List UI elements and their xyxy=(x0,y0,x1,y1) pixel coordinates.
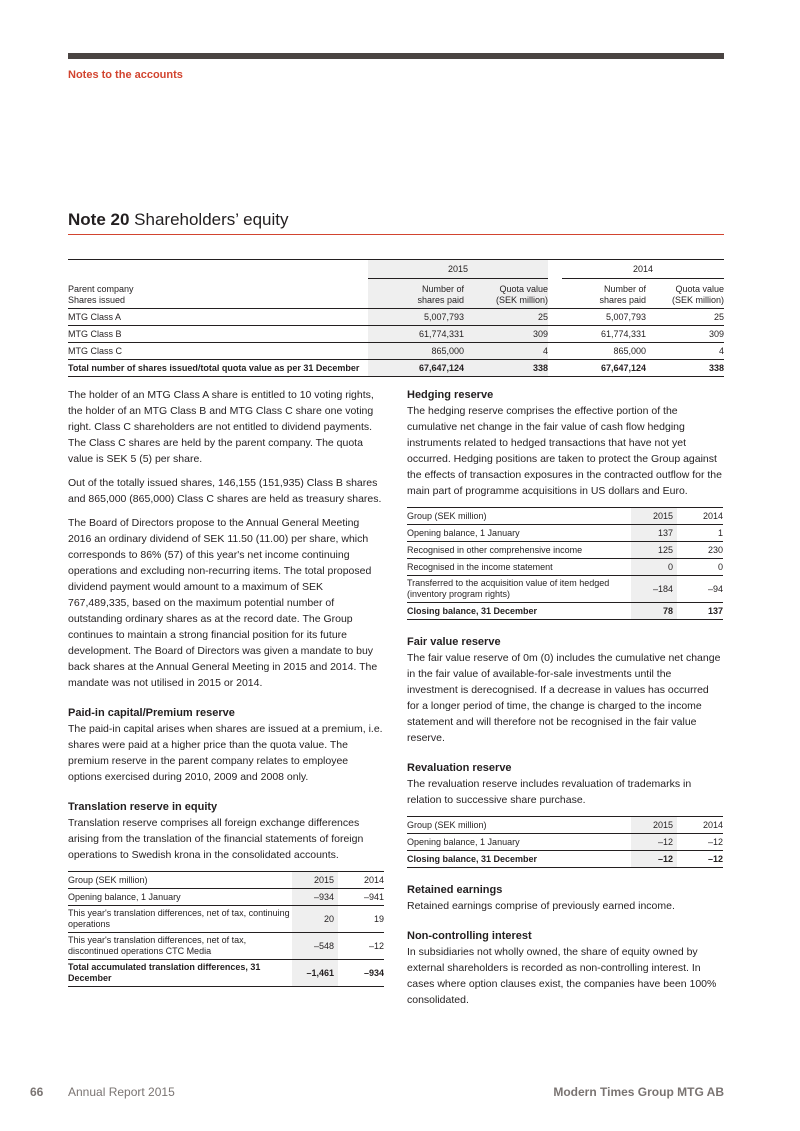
heading-non-controlling-interest: Non-controlling interest xyxy=(407,930,532,942)
year-2014: 2014 xyxy=(562,260,724,279)
heading-translation-reserve: Translation reserve in equity xyxy=(68,801,218,813)
paragraph-paid-in-capital: The paid-in capital arises when shares are issued at a premium, i.e. shares were paid at a higher price than the quota value. The premium reserve in the parent company relates to employee options exercised during 2010, 2009 and 2008 only. xyxy=(68,723,383,783)
table-row: MTG Class C 865,000 4 865,000 4 xyxy=(68,343,724,360)
heading-hedging-reserve: Hedging reserve xyxy=(407,389,494,401)
table-row: This year's translation differences, net of tax, discontinued operations CTC Media –548 –12 xyxy=(68,933,384,960)
table-row: Opening balance, 1 January –12 –12 xyxy=(407,834,723,851)
year-2015: 2015 xyxy=(368,260,548,279)
total-row: Closing balance, 31 December 78 137 xyxy=(407,603,723,620)
shares-row-label-header: Parent company Shares issued xyxy=(68,284,134,305)
table-row: Opening balance, 1 January –934 –941 xyxy=(68,889,384,906)
paragraph-revaluation-reserve: The revaluation reserve includes revaluation of trademarks in relation to successive share purchase. xyxy=(407,778,692,806)
table-row: Recognised in the income statement 0 0 xyxy=(407,559,723,576)
heading-fair-value-reserve: Fair value reserve xyxy=(407,636,501,648)
heading-retained-earnings: Retained earnings xyxy=(407,884,503,896)
right-column xyxy=(407,387,723,1016)
table-row: This year's translation differences, net of tax, continuing operations 20 19 xyxy=(68,906,384,933)
total-row: Closing balance, 31 December –12 –12 xyxy=(407,851,723,868)
table-row: Recognised in other comprehensive income 125 230 xyxy=(407,542,723,559)
paragraph-non-controlling-interest: In subsidiaries not wholly owned, the share of equity owned by external shareholders is recorded as non-controlling interest. In cases where option clauses exist, the companies have been 100% consolidated. xyxy=(407,946,717,1006)
table-row: MTG Class B 61,774,331 309 61,774,331 309 xyxy=(68,326,724,343)
top-rule xyxy=(68,53,724,59)
col-shares-2015: Number of shares paid xyxy=(368,279,464,309)
col-quota-2014: Quota value (SEK million) xyxy=(671,284,724,305)
paragraph-retained-earnings: Retained earnings comprise of previously earned income. xyxy=(407,900,675,912)
table-row: MTG Class A 5,007,793 25 5,007,793 25 xyxy=(68,309,724,326)
heading-paid-in-capital: Paid-in capital/Premium reserve xyxy=(68,707,235,719)
hedging-table: Group (SEK million) 2015 2014 Opening balance, 1 January 137 1 Recognised in other comprehensive income 125 230 Recognised in the income statement 0 0 Transferred to the acquisition value of item hedged (inventory program rights) –184 –94 Closing balance, 31 December 78 137 xyxy=(407,507,723,620)
section-label: Notes to the accounts xyxy=(68,69,183,81)
shares-table xyxy=(68,259,724,377)
translation-table: Group (SEK million) 2015 2014 Opening balance, 1 January –934 –941 This year's translation differences, net of tax, continuing operations 20 19 This year's translation differences, net of tax, discontinued operations CTC Media –548 –12 Total accumulated translation differences, 31 December –1,461 –934 xyxy=(68,871,384,987)
paragraph-fair-value-reserve: The fair value reserve of 0m (0) includes the cumulative net change in the fair value of available-for-sale investments until the investment is derecognised. If a decrease in values has occurred for a longer period of time, the change is charged to the income statement and will therefore not be recognised in the fair value reserve. xyxy=(407,652,721,744)
note-number: Note 20 xyxy=(68,210,130,229)
col-quota-2015: Quota value (SEK million) xyxy=(464,279,548,309)
paragraph-voting-rights: The holder of an MTG Class A share is entitled to 10 voting rights, the holder of an MTG Class B and MTG Class C share one voting right. Class C shareholders are not entitled to dividend payments. The Class C shares are held by the parent company. The quota value is SEK 5 (5) per share. xyxy=(68,389,374,465)
revaluation-table: Group (SEK million) 2015 2014 Opening balance, 1 January –12 –12 Closing balance, 31 December –12 –12 xyxy=(407,816,723,868)
title-rule xyxy=(68,234,724,235)
table-row: Opening balance, 1 January 137 1 xyxy=(407,525,723,542)
table-row: Transferred to the acquisition value of item hedged (inventory program rights) –184 –94 xyxy=(407,576,723,603)
left-column xyxy=(68,387,384,995)
total-row: Total number of shares issued/total quota value as per 31 December 67,647,124 338 67,647,124 338 xyxy=(68,360,724,377)
paragraph-hedging-reserve: The hedging reserve comprises the effective portion of the cumulative net change in the fair value of cash flow hedging instruments related to hedged transactions that have not yet occurred. Hedging positions are taken to protect the Group against the effects of transaction exposures in the contracted outflow for the main part of programme acquisitions in US dollars and Euro. xyxy=(407,405,722,497)
paragraph-treasury-shares: Out of the totally issued shares, 146,155 (151,935) Class B shares and 865,000 (865,000) Class C shares are held as treasury shares. xyxy=(68,477,382,505)
page-number: 66 xyxy=(30,1085,44,1099)
total-row: Total accumulated translation differences, 31 December –1,461 –934 xyxy=(68,960,384,987)
page-title xyxy=(68,210,289,230)
heading-revaluation-reserve: Revaluation reserve xyxy=(407,762,512,774)
col-shares-2014: Number of shares paid xyxy=(599,284,646,305)
paragraph-dividend: The Board of Directors propose to the Annual General Meeting 2016 an ordinary dividend of SEK 11.50 (11.00) per share, which corresponds to 86% (57) of this year's net income continuing operations and excluding non-recurring items. The total proposed dividend payment would amount to a maximum of SEK 767,489,335, based on the maximum potential number of outstanding ordinary shares as at the record date. The Group continues to maintain a strong financial position for its future development. The Board of Directors was given a mandate to buy back shares at the Annual General Meeting in 2015 and 2014. The mandate was not utilised in 2015 or 2014. xyxy=(68,517,378,689)
note-title-text: Shareholders’ equity xyxy=(134,210,289,229)
company-name: Modern Times Group MTG AB xyxy=(553,1085,724,1099)
report-name: Annual Report 2015 xyxy=(68,1085,175,1099)
paragraph-translation-reserve: Translation reserve comprises all foreign exchange differences arising from the translation of the financial statements of foreign operations to Swedish krona in the consolidated accounts. xyxy=(68,817,364,861)
